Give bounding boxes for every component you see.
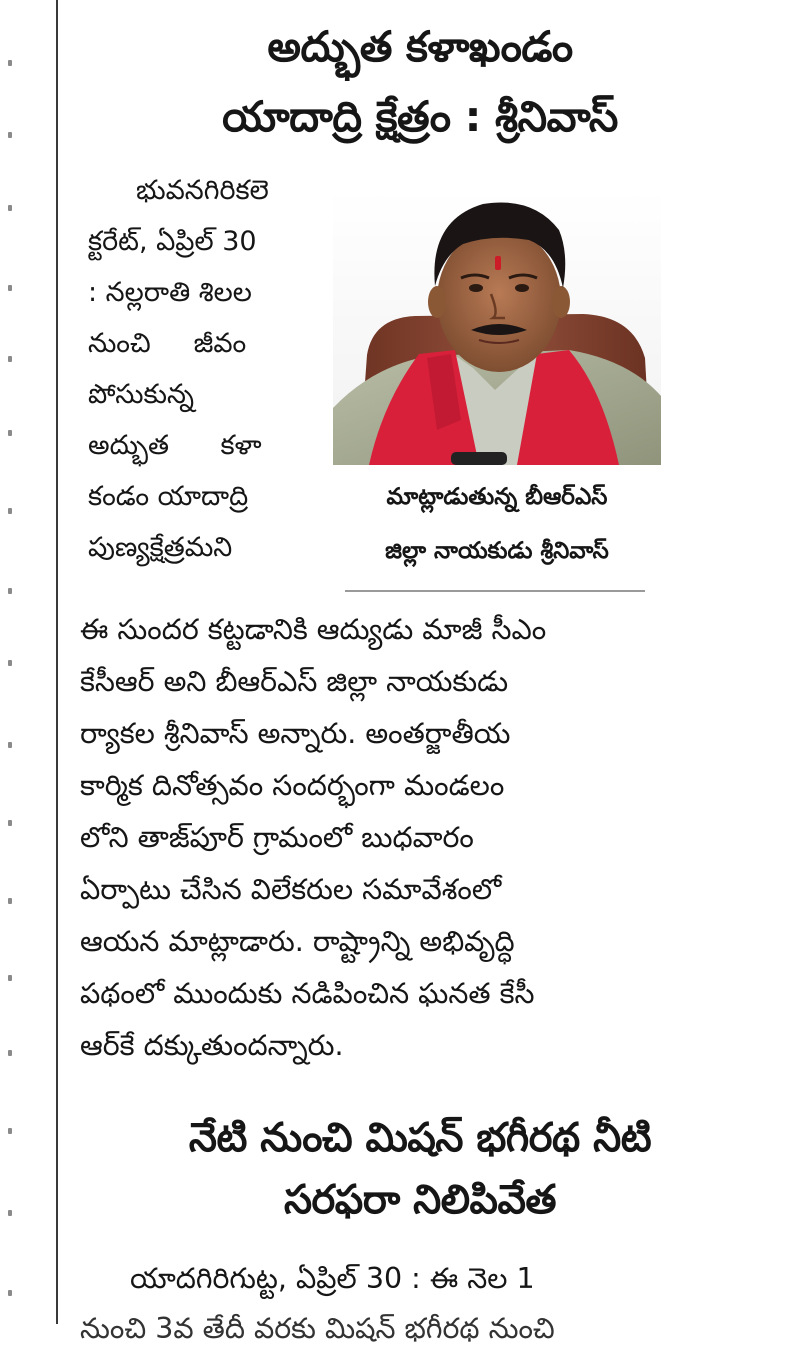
- article-1-wide-column: [80, 604, 665, 1072]
- headline-2-line-2: సరఫరా నిలిపివేత: [283, 1177, 557, 1223]
- column-divider: [56, 0, 58, 1324]
- article-1-line: ఆర్‌కే దక్కుతుందన్నారు.: [80, 1029, 344, 1062]
- article-1-line: ర్యాకల శ్రీనివాస్ అన్నారు. అంతర్జాతీయ: [80, 717, 511, 750]
- article-1-line: పుణ్యక్షేత్రమని: [88, 532, 233, 563]
- article-1-line: భువనగిరికలె: [136, 175, 269, 206]
- headline-1-line-2: యాదాద్రి క్షేత్రం : శ్రీనివాస్: [222, 92, 618, 141]
- headline-1-line-1: అద్భుత కళాఖండం: [267, 22, 573, 71]
- article-2-line-2: నుంచి 3వ తేదీ వరకు మిషన్ భగీరథ నుంచి: [80, 1312, 555, 1345]
- article-1-line: ఏర్పాటు చేసిన విలేకరుల సమావేశంలో: [80, 873, 502, 906]
- article-1-line: క్టరేట్, ఏప్రిల్ 30: [88, 226, 257, 257]
- article-1-line: పోసుకున్న: [88, 379, 194, 410]
- article-1-line: కార్మిక దినోత్సవం సందర్భంగా మండలం: [80, 769, 505, 802]
- article-1-line: కండం యాదాద్రి: [88, 481, 249, 512]
- speaker-photo: [333, 190, 661, 465]
- article-1-narrow-column: [88, 165, 324, 573]
- article-1-line: లోని తాజ్‌పూర్ గ్రామంలో బుధవారం: [80, 821, 474, 854]
- article-1-line: : నల్లరాతి శిలల: [88, 277, 252, 308]
- article-1-line: అద్భుత కళా: [88, 430, 262, 461]
- article-1-line: నుంచి జీవం: [88, 328, 247, 359]
- photo-caption-line-2: జిల్లా నాయకుడు శ్రీనివాస్: [385, 538, 609, 564]
- headline-2-line-1: నేటి నుంచి మిషన్ భగీరథ నీటి: [188, 1115, 652, 1161]
- article-2-line-1: యాదగిరిగుట్ట, ఏప్రిల్ 30 : ఈ నెల 1: [130, 1262, 535, 1295]
- article-1-line: కేసీఆర్ అని బీఆర్ఎస్ జిల్లా నాయకుడు: [80, 665, 509, 698]
- page-gutter-marks: [8, 0, 14, 1324]
- article-1-line: పథంలో ముందుకు నడిపించిన ఘనత కేసీ: [80, 977, 535, 1010]
- article-1-line: ఆయన మాట్లాడారు. రాష్ట్రాన్ని అభివృద్ధి: [80, 925, 515, 958]
- article-1-line: ఈ సుందర కట్టడానికి ఆద్యుడు మాజీ సీఎం: [80, 613, 547, 646]
- caption-rule: [345, 590, 645, 592]
- photo-caption-line-1: మాట్లాడుతున్న బీఆర్ఎస్: [386, 484, 608, 510]
